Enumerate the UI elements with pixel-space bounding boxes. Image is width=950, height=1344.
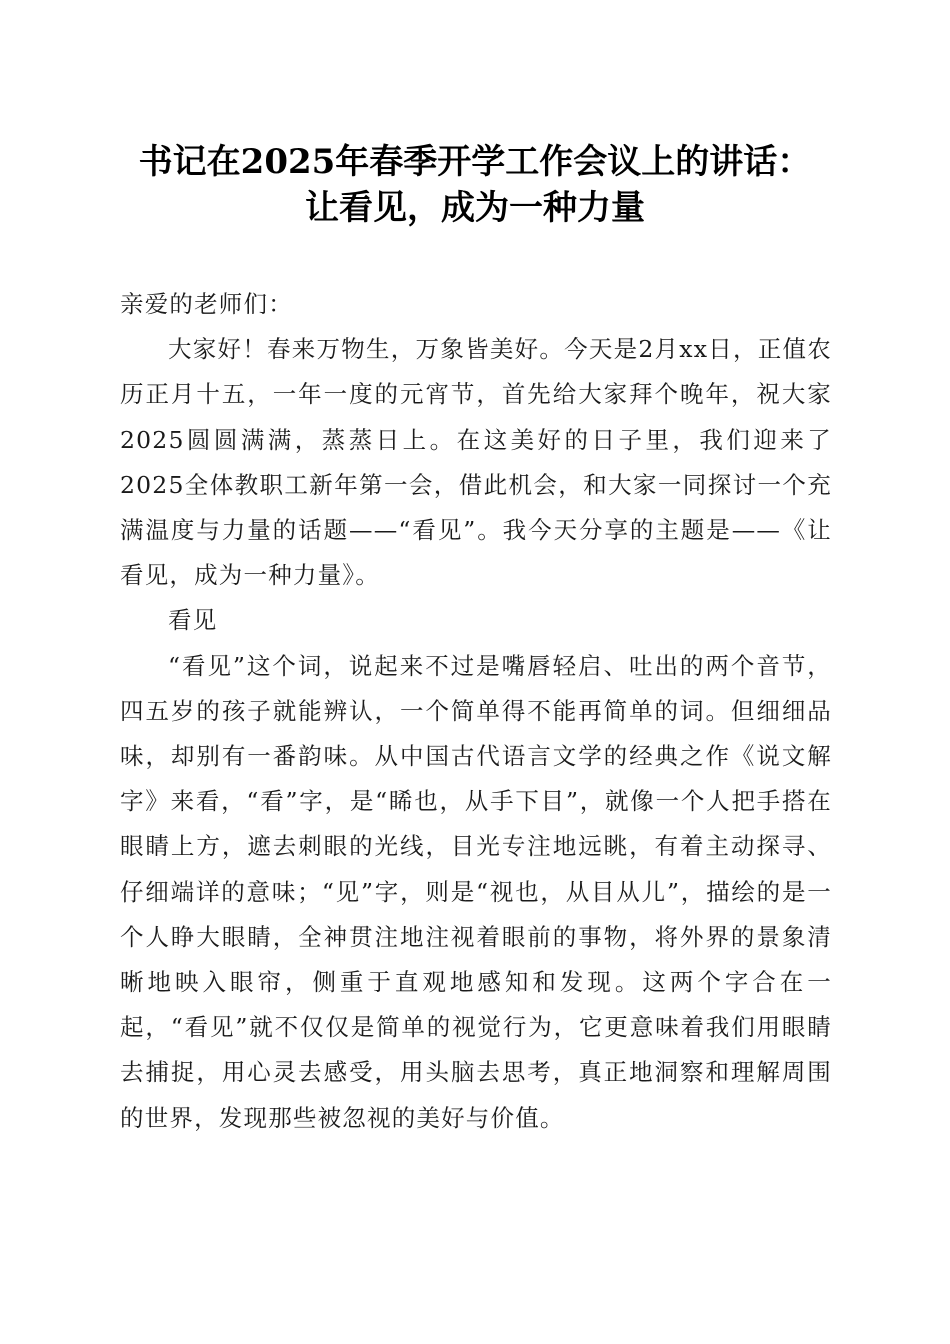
salutation: 亲爱的老师们： xyxy=(120,290,293,318)
title-line-1: 书记在2025年春季开学工作会议上的讲话： xyxy=(138,142,812,182)
paragraph-greeting: 大家好！春来万物生，万象皆美好。今天是2月xx日，正值农历正月十五，一年一度的元宵节，首先给大家拜个晚年，祝大家2025圆圆满满，蒸蒸日上。在这美好的日子里，我们迎来了2025全体教职工新年第一会，借此机会，和大家一同探讨一个充满温度与力量的话题——“看见”。我今天分享的主题是——《让看见，成为一种力量》。 xyxy=(120,335,832,590)
title-line-2: 让看见，成为一种力量 xyxy=(305,188,645,228)
paragraph-kanjian: “看见”这个词，说起来不过是嘴唇轻启、吐出的两个音节，四五岁的孩子就能辨认，一个简单得不能再简单的词。但细细品味，却别有一番韵味。从中国古代语言文学的经典之作《说文解字》来看，“看”字，是“睎也，从手下目”，就像一个人把手搭在眼睛上方，遮去刺眼的光线，目光专注地远眺，有着主动探寻、仔细端详的意味；“见”字，则是“视也，从目从儿”，描绘的是一个人睁大眼睛，全神贯注地注视着眼前的事物，将外界的景象清晰地映入眼帘，侧重于直观地感知和发现。这两个字合在一起，“看见”就不仅仅是简单的视觉行为，它更意味着我们用眼睛去捕捉，用心灵去感受，用头脑去思考，真正地洞察和理解周围的世界，发现那些被忽视的美好与价值。 xyxy=(120,651,832,1132)
document-body xyxy=(120,282,832,1141)
section-heading: 看见 xyxy=(168,606,218,635)
